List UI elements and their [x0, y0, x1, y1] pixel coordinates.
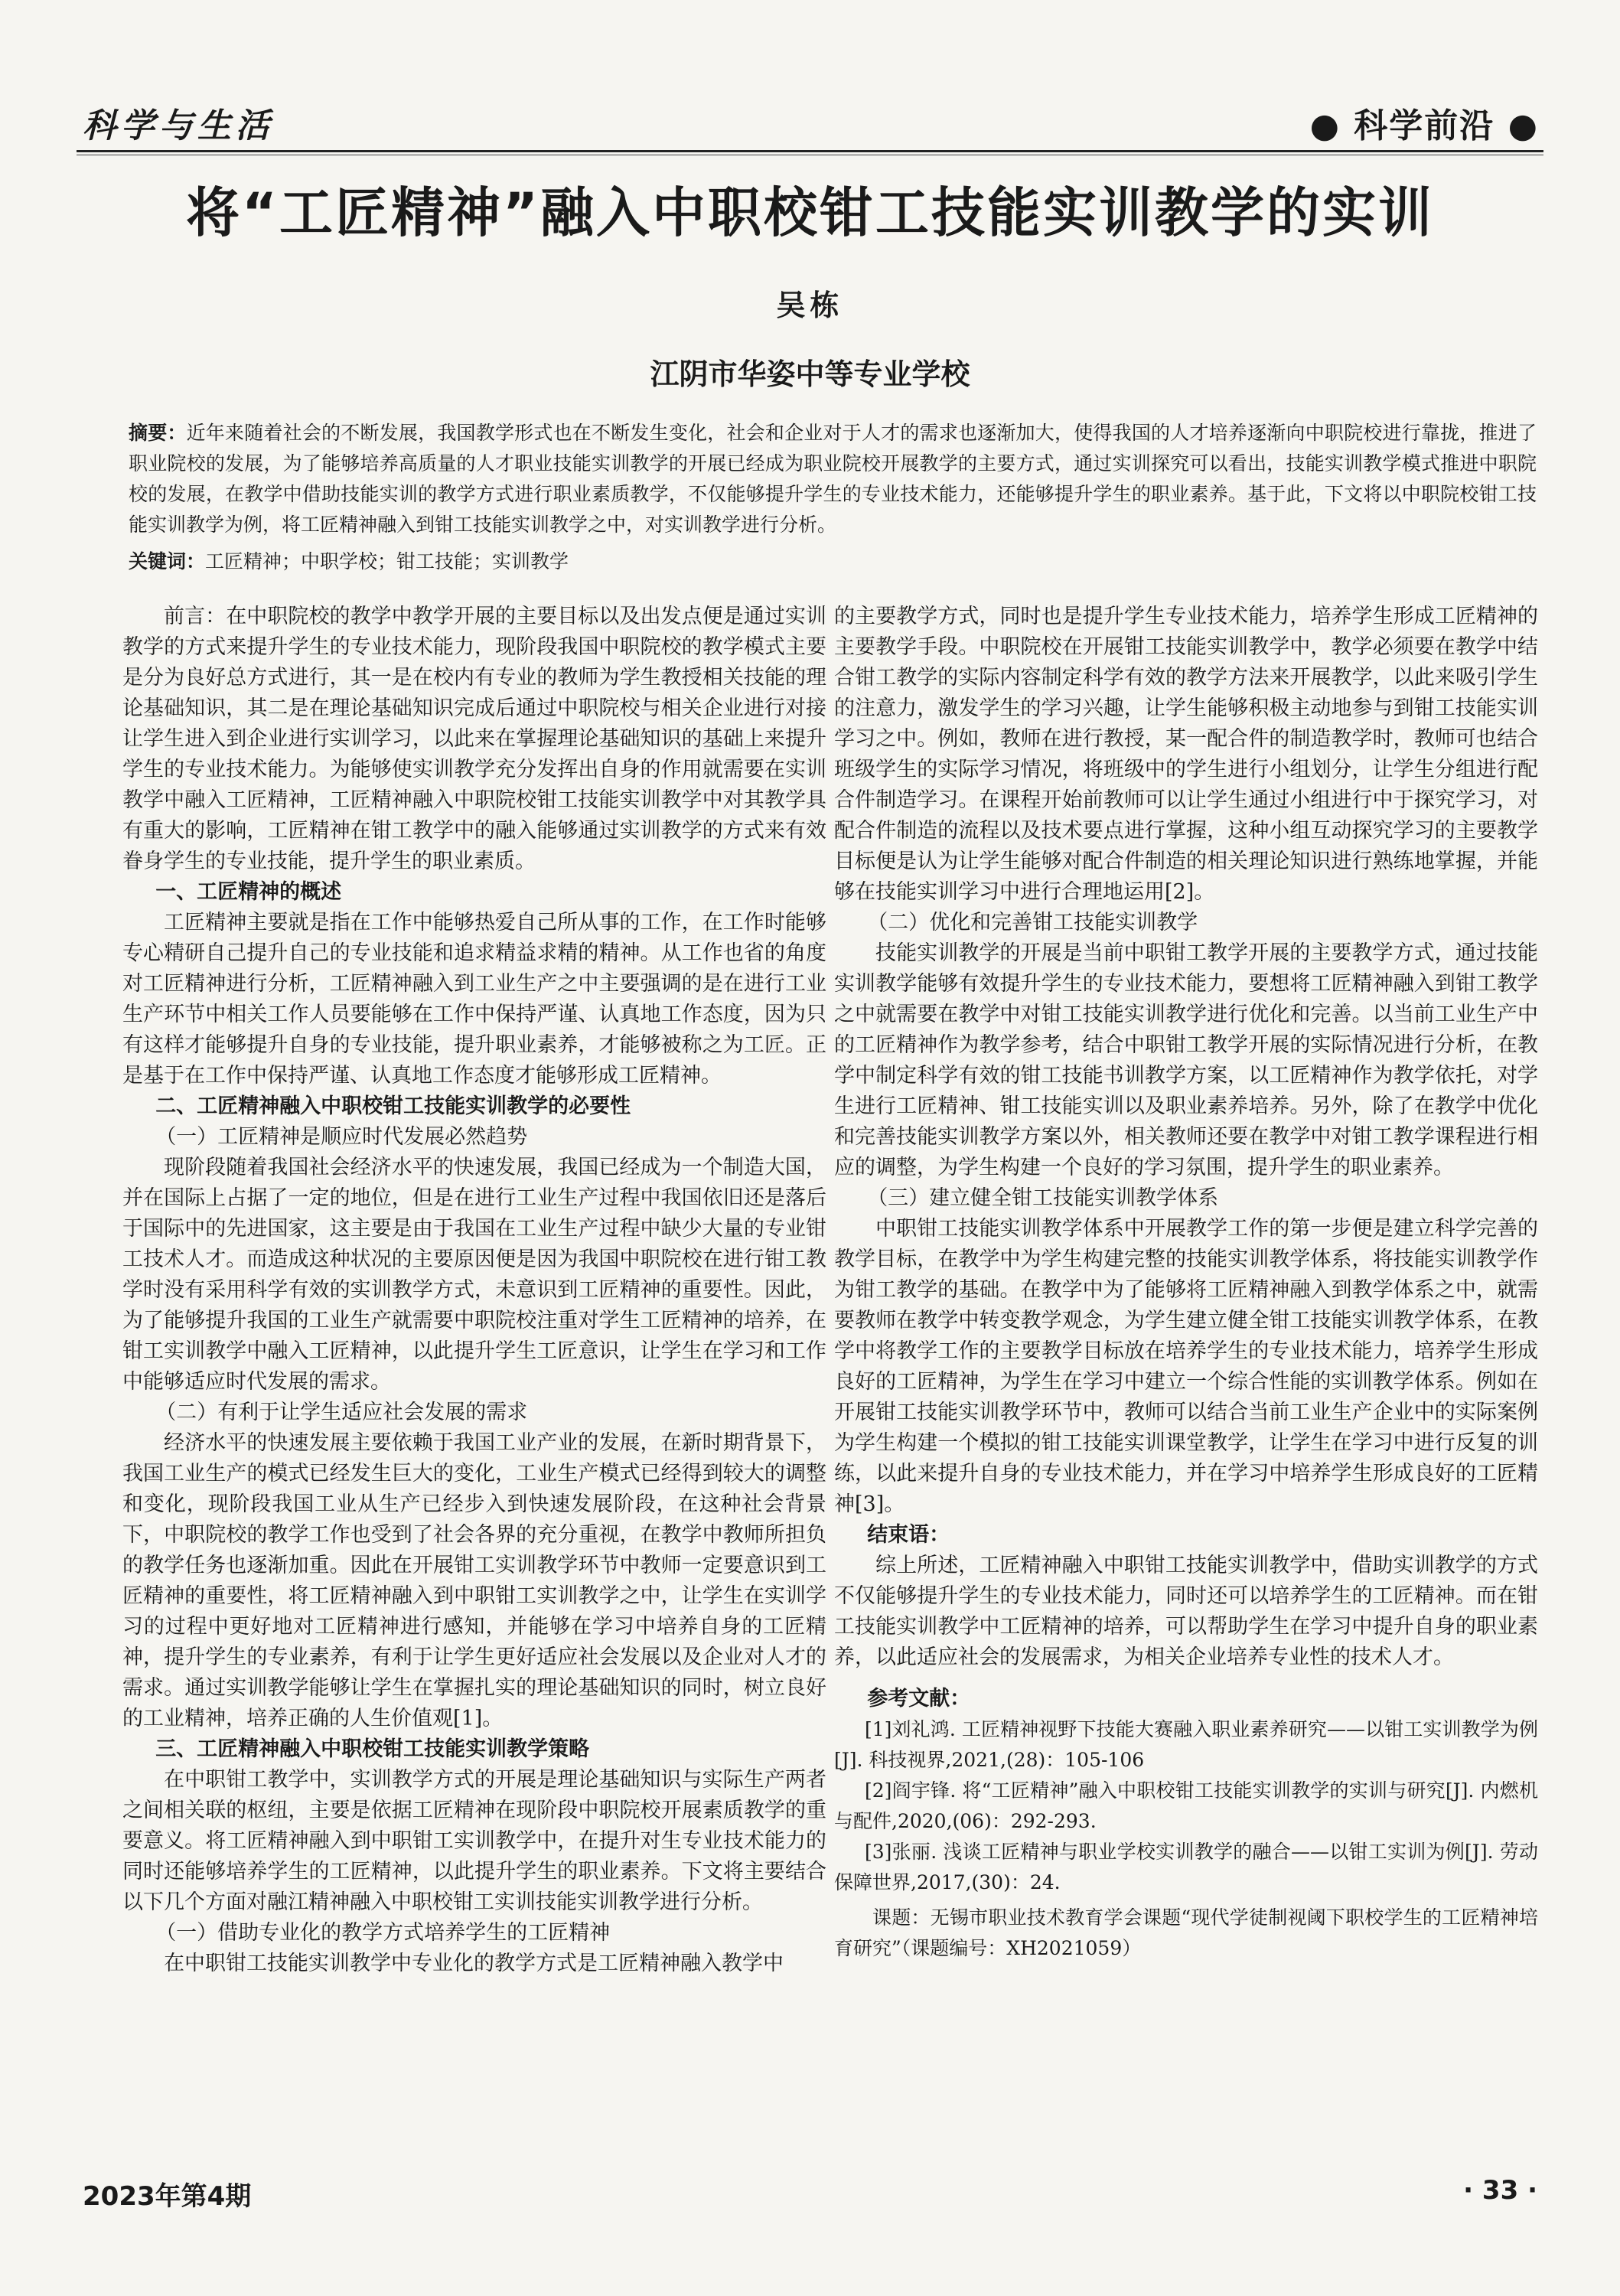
reference-item: [2]阎宇锋. 将“工匠精神”融入中职校钳工技能实训教学的实训与研究[J]. 内燃机与配件,2020,(06)：292-293.: [834, 1779, 1538, 1832]
section-3-1-heading: （一）借助专业化的教学方式培养学生的工匠精神: [155, 1921, 611, 1945]
left-column: [122, 602, 826, 1979]
section-3-2-paragraph: 技能实训教学的开展是当前中职钳工教学开展的主要教学方式，通过技能实训教学能够有效提升学生的专业技术能力，要想将工匠精神融入到钳工教学之中就需要在教学中对钳工技能实训教学进行优化和完善。以当前工业生产中的工匠精神作为教学参考，结合中职钳工教学开展的实际情况进行分析，在教学中制定科学有效的钳工技能书训教学方案，以工匠精神作为教学依托，对学生进行工匠精神、钳工技能实训以及职业素养培养。另外，除了在教学中优化和完善技能实训教学方案以外，相关教师还要在教学中对钳工教学课程进行相应的调整，为学生构建一个良好的学习氛围，提升学生的职业素养。: [834, 941, 1538, 1179]
section-2-heading: 二、工匠精神融入中职校钳工技能实训教学的必要性: [155, 1094, 631, 1118]
issue-label: 2023年第4期: [83, 2181, 252, 2212]
section-3-3-paragraph: 中职钳工技能实训教学体系中开展教学工作的第一步便是建立科学完善的教学目标，在教学中为学生构建完整的技能实训教学体系，将技能实训教学作为钳工教学的基础。在教学中为了能够将工匠精神融入到教学体系之中，就需要教师在教学中转变教学观念，为学生建立健全钳工技能实训教学体系，在教学中将教学工作的主要教学目标放在培养学生的专业技术能力，培养学生形成良好的工匠精神，为学生在学习中建立一个综合性能的实训教学体系。例如在开展钳工技能实训教学环节中，教师可以结合当前工业生产企业中的实际案例为学生构建一个模拟的钳工技能实训课堂教学，让学生在学习中进行反复的训练，以此来提升自身的专业技术能力，并在学习中培养学生形成良好的工匠精神[3]。: [834, 1217, 1538, 1516]
journal-name: 科学与生活: [83, 106, 274, 145]
conclusion-heading: 结束语：: [867, 1523, 950, 1547]
section-2-2-heading: （二）有利于让学生适应社会发展的需求: [155, 1401, 528, 1424]
section-1-heading: 一、工匠精神的概述: [155, 880, 342, 904]
section-3-2-heading: （二）优化和完善钳工技能实训教学: [867, 911, 1198, 934]
abstract-label: 摘要：: [129, 422, 187, 444]
page-number: · 33 ·: [1463, 2175, 1537, 2206]
reference-item: [3]张丽. 浅谈工匠精神与职业学校实训教学的融合——以钳工实训为例[J]. 劳动保障世界,2017,(30)：24.: [834, 1841, 1538, 1893]
abstract-text: 近年来随着社会的不断发展，我国教学形式也在不断发生变化，社会和企业对于人才的需求也逐渐加大，使得我国的人才培养逐渐向中职院校进行靠拢，推进了职业院校的发展，为了能够培养高质量的人才职业技能实训教学的开展已经成为职业院校开展教学的主要方式，通过实训探究可以看出，技能实训教学模式推进中职院校的发展，在教学中借助技能实训的教学方式进行职业素质教学，不仅能够提升学生的专业技术能力，还能够提升学生的职业素养。基于此，下文将以中职院校钳工技能实训教学为例，将工匠精神融入到钳工技能实训教学之中，对实训教学进行分析。: [129, 422, 1537, 536]
intro-paragraph: 前言：在中职院校的教学中教学开展的主要目标以及出发点便是通过实训教学的方式来提升学生的专业技术能力，现阶段我国中职院校的教学模式主要是分为良好总方式进行，其一是在校内有专业的教师为学生教授相关技能的理论基础知识，其二是在理论基础知识完成后通过中职院校与相关企业进行对接让学生进入到企业进行实训学习，以此来在掌握理论基础知识的基础上来提升学生的专业技术能力。为能够使实训教学充分发挥出自身的作用就需要在实训教学中融入工匠精神，工匠精神融入中职院校钳工技能实训教学中对其教学具有重大的影响，工匠精神在钳工教学中的融入能够通过实训教学的方式来有效眷身学生的专业技能，提升学生的职业素质。: [122, 605, 826, 873]
funding-note: 课题：无锡市职业技术教育学会课题“现代学徒制视阈下职校学生的工匠精神培育研究”（课题编号：XH2021059）: [834, 1906, 1538, 1959]
article-author: 吴栋: [776, 288, 844, 322]
section-2-1-heading: （一）工匠精神是顺应时代发展必然趋势: [155, 1125, 528, 1149]
section-1-paragraph: 工匠精神主要就是指在工作中能够热爱自己所从事的工作，在工作时能够专心精研自己提升自己的专业技能和追求精益求精的精神。从工作也省的角度对工匠精神进行分析，工匠精神融入到工业生产之中主要强调的是在进行工业生产环节中相关工作人员要能够在工作中保持严谨、认真地工作态度，因为只有这样才能够提升自身的专业技能，提升职业素养，才能够被称之为工匠。正是基于在工作中保持严谨、认真地工作态度才能够形成工匠精神。: [122, 911, 826, 1088]
keywords-text: 工匠精神；中职学校；钳工技能；实训教学: [205, 550, 569, 572]
abstract: [129, 418, 1537, 540]
keywords: [129, 546, 1537, 577]
section-name: ● 科学前沿 ●: [1309, 106, 1539, 145]
right-column: [834, 602, 1538, 1964]
conclusion-paragraph: 综上所述，工匠精神融入中职钳工技能实训教学中，借助实训教学的方式不仅能够提升学生的专业技术能力，同时还可以培养学生的工匠精神。而在钳工技能实训教学中工匠精神的培养，可以帮助学生在学习中提升自身的职业素养，以此适应社会的发展需求，为相关企业培养专业性的技术人才。: [834, 1554, 1538, 1669]
reference-item: [1]刘礼鸿. 工匠精神视野下技能大赛融入职业素养研究——以钳工实训教学为例[J]. 科技视界,2021,(28)：105-106: [834, 1718, 1538, 1771]
header-rule: [77, 150, 1543, 152]
keywords-label: 关键词：: [129, 550, 206, 572]
section-3-paragraph: 在中职钳工教学中，实训教学方式的开展是理论基础知识与实际生产两者之间相关联的枢纽，主要是依据工匠精神在现阶段中职院校开展素质教学的重要意义。将工匠精神融入到中职钳工实训教学中，在提升对生专业技术能力的同时还能够培养学生的工匠精神，以此提升学生的职业素养。下文将主要结合以下几个方面对融江精神融入中职校钳工实训技能实训教学进行分析。: [122, 1768, 826, 1914]
section-3-1-continued: 的主要教学方式，同时也是提升学生专业技术能力，培养学生形成工匠精神的主要教学手段。中职院校在开展钳工技能实训教学中，教学必须要在教学中结合钳工教学的实际内容制定科学有效的教学方法来开展教学，以此来吸引学生的注意力，激发学生的学习兴趣，让学生能够积极主动地参与到钳工技能实训学习之中。例如，教师在进行教授，某一配合件的制造教学时，教师可也结合班级学生的实际学习情况，将班级中的学生进行小组划分，让学生分组进行配合件制造学习。在课程开始前教师可以让学生通过小组进行中于探究学习，对配合件制造的流程以及技术要点进行掌握，这种小组互动探究学习的主要教学目标便是认为让学生能够对配合件制造的相关理论知识进行熟练地掌握，并能够在技能实训学习中进行合理地运用[2]。: [834, 605, 1538, 904]
section-2-2-paragraph: 经济水平的快速发展主要依赖于我国工业产业的发展，在新时期背景下，我国工业生产的模式已经发生巨大的变化，工业生产模式已经得到较大的调整和变化，现阶段我国工业从生产已经步入到快速发展阶段，在这种社会背景下，中职院校的教学工作也受到了社会各界的充分重视，在教学中教师所担负的教学任务也逐渐加重。因此在开展钳工实训教学环节中教师一定要意识到工匠精神的重要性，将工匠精神融入到中职钳工实训教学之中，让学生在实训学习的过程中更好地对工匠精神进行感知，并能够在学习中培养自身的工匠精神，提升学生的专业素养，有利于让学生更好适应社会发展以及企业对人才的需求。通过实训教学能够让学生在掌握扎实的理论基础知识的同时，树立良好的工业精神，培养正确的人生价值观[1]。: [122, 1431, 826, 1730]
article-title: 将“工匠精神”融入中职校钳工技能实训教学的实训: [185, 181, 1434, 244]
article-affiliation: 江阴市华姿中等专业学校: [650, 357, 970, 391]
section-3-heading: 三、工匠精神融入中职校钳工技能实训教学策略: [155, 1737, 590, 1761]
references-heading: 参考文献：: [867, 1687, 971, 1711]
section-3-3-heading: （三）建立健全钳工技能实训教学体系: [867, 1186, 1219, 1210]
section-2-1-paragraph: 现阶段随着我国社会经济水平的快速发展，我国已经成为一个制造大国，并在国际上占据了一定的地位，但是在进行工业生产过程中我国依旧还是落后于国际中的先进国家，这主要是由于我国在工业生产过程中缺少大量的专业钳工技术人才。而造成这种状况的主要原因便是因为我国中职院校在进行钳工教学时没有采用科学有效的实训教学方式，未意识到工匠精神的重要性。因此，为了能够提升我国的工业生产就需要中职院校注重对学生工匠精神的培养，在钳工实训教学中融入工匠精神，以此提升学生工匠意识，让学生在学习和工作中能够适应时代发展的需求。: [122, 1156, 826, 1394]
section-3-1-paragraph: 在中职钳工技能实训教学中专业化的教学方式是工匠精神融入教学中: [164, 1952, 784, 1975]
